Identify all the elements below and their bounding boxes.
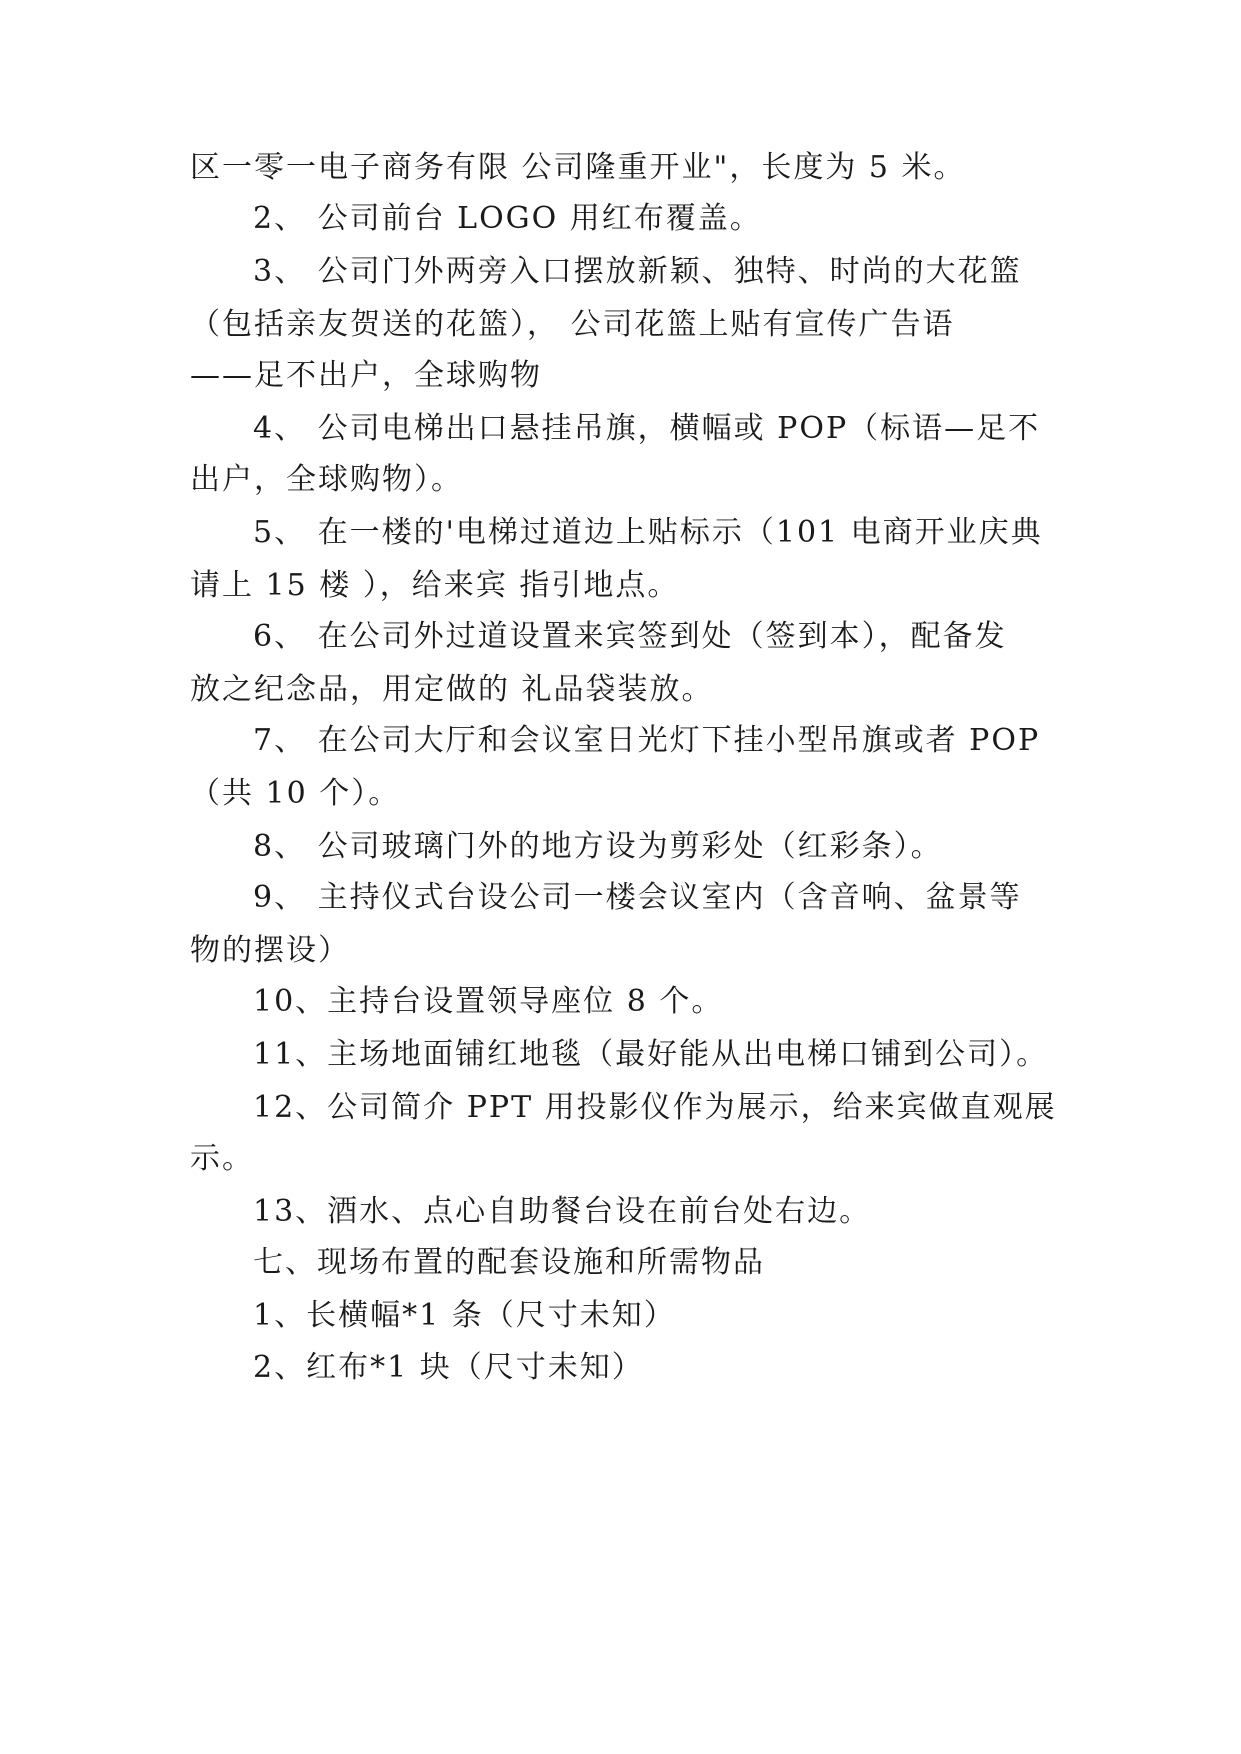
text-line: 11、主场地面铺红地毯（最好能从出电梯口铺到公司）。 [253,1037,1049,1072]
text-line: 出户，全球购物）。 [190,462,463,497]
text-line: 3、 公司门外两旁入口摆放新颖、独特、时尚的大花篮 [253,254,1022,289]
text-line: 13、酒水、点心自助餐台设在前台处右边。 [253,1194,872,1229]
text-line: （共 10 个）。 [190,776,401,811]
text-line: 七、现场布置的配套设施和所需物品 [253,1245,765,1280]
text-line: 放之纪念品，用定做的 礼品袋装放。 [190,672,714,707]
text-line: 区一零一电子商务有限 公司隆重开业"，长度为 5 米。 [190,150,966,185]
text-line: 4、 公司电梯出口悬挂吊旗，横幅或 POP（标语—足不 [253,411,1041,446]
text-line: 9、 主持仪式台设公司一楼会议室内（含音响、盆景等 [253,880,1022,915]
text-line: 2、 公司前台 LOGO 用红布覆盖。 [253,201,762,236]
text-line: 6、 在公司外过道设置来宾签到处（签到本），配备发 [253,619,1007,654]
text-line: （包括亲友贺送的花篮）， 公司花篮上贴有宣传广告语 [190,307,955,342]
text-line: 1、长横幅*1 条（尺寸未知） [253,1298,676,1333]
text-line: 2、红布*1 块（尺寸未知） [253,1350,644,1385]
text-line: 12、公司简介 PPT 用投影仪作为展示，给来宾做直观展 [253,1090,1057,1125]
text-line: 请上 15 楼 ），给来宾 指引地点。 [190,568,680,603]
text-line: 物的摆设） [190,933,350,968]
text-line: 7、 在公司大厅和会议室日光灯下挂小型吊旗或者 POP [253,723,1041,758]
text-line: 5、 在一楼的'电梯过道边上贴标示（101 电商开业庆典 [253,515,1043,550]
text-line: 8、 公司玻璃门外的地方设为剪彩处（红彩条）。 [253,829,943,864]
text-line: ——足不出户，全球购物 [190,358,542,393]
text-line: 10、主持台设置领导座位 8 个。 [253,984,724,1019]
text-line: 示。 [190,1141,254,1176]
